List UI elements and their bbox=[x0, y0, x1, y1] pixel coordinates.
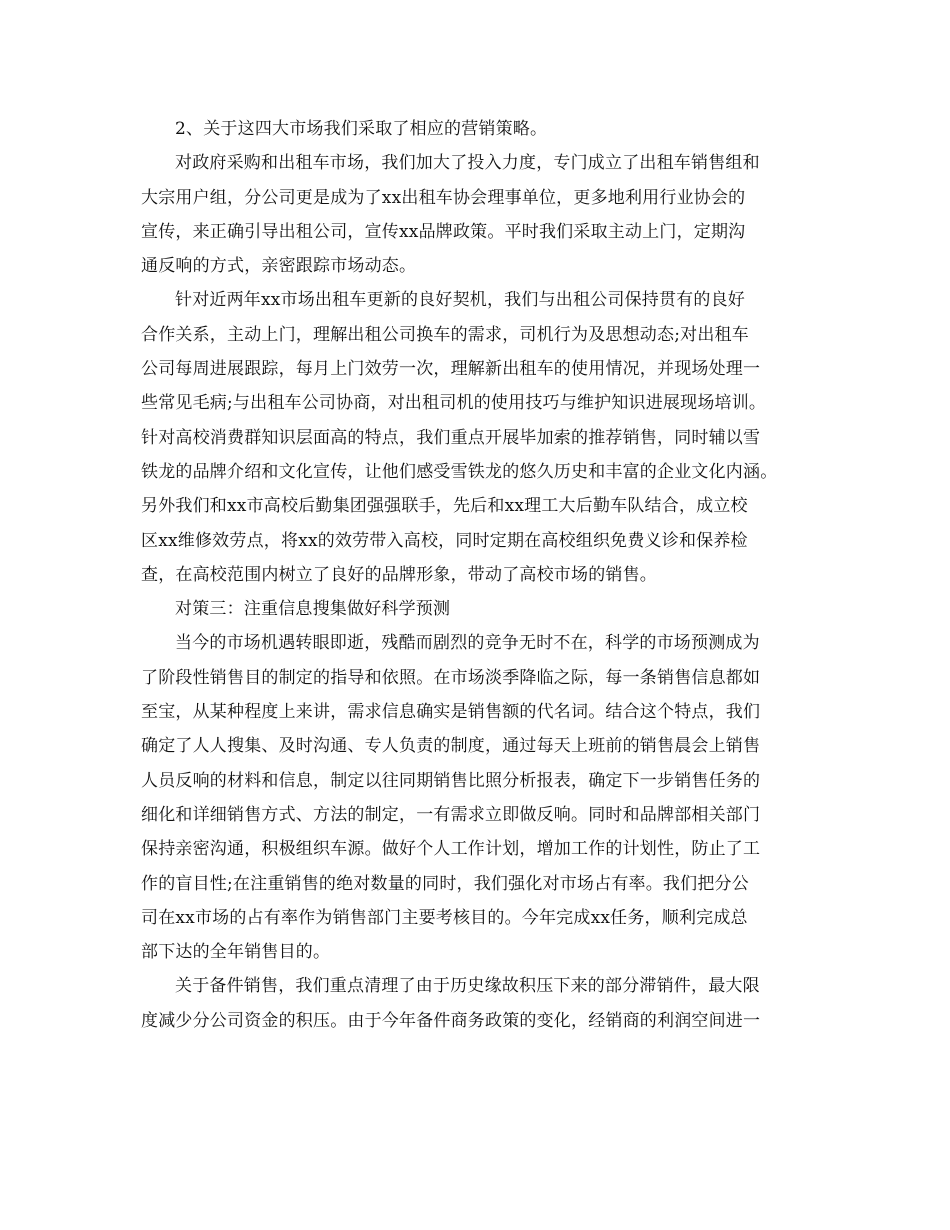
text-line: 对政府采购和出租车市场，我们加大了投入力度，专门成立了出租车销售组和 bbox=[175, 153, 760, 174]
text-line: 当今的市场机遇转眼即逝，残酷而剧烈的竞争无时不在，科学的市场预测成为 bbox=[175, 633, 760, 654]
text-line: 另外我们和xx市高校后勤集团强强联手，先后和xx理工大后勤车队结合，成立校 bbox=[141, 496, 748, 517]
text-line: 公司每周进展跟踪，每月上门效劳一次，理解新出租车的使用情况，并现场处理一 bbox=[141, 359, 761, 380]
text-line: 宣传，来正确引导出租公司，宣传xx品牌政策。平时我们采取主动上门，定期沟 bbox=[141, 221, 746, 242]
text-line: 保持亲密沟通，积极组织车源。做好个人工作计划，增加工作的计划性，防止了工 bbox=[141, 839, 761, 860]
text-line: 司在xx市场的占有率作为销售部门主要考核目的。今年完成xx任务，顺利完成总 bbox=[141, 907, 748, 928]
text-line: 铁龙的品牌介绍和文化宣传，让他们感受雪铁龙的悠久历史和丰富的企业文化内涵。 bbox=[141, 461, 778, 482]
text-line: 关于备件销售，我们重点清理了由于历史缘故积压下来的部分滞销件，最大限 bbox=[175, 976, 760, 997]
text-line: 区xx维修效劳点，将xx的效劳带入高校，同时定期在高校组织免费义诊和保养检 bbox=[141, 530, 748, 551]
text-line: 合作关系，主动上门，理解出租公司换车的需求，司机行为及思想动态;对出租车 bbox=[141, 324, 749, 345]
text-line: 作的盲目性;在注重销售的绝对数量的同时，我们强化对市场占有率。我们把分公 bbox=[141, 873, 749, 894]
text-line: 细化和详细销售方式、方法的制定，一有需求立即做反响。同时和品牌部相关部门 bbox=[141, 804, 761, 825]
text-line: 大宗用户组，分公司更是成为了xx出租车协会理事单位，更多地利用行业协会的 bbox=[141, 187, 746, 208]
text-line: 了阶段性销售目的制定的指导和依照。在市场淡季降临之际，每一条销售信息都如 bbox=[141, 667, 761, 688]
document-body bbox=[141, 112, 831, 1038]
text-line: 针对近两年xx市场出租车更新的良好契机，我们与出租公司保持贯有的良好 bbox=[175, 290, 745, 311]
text-line: 度减少分公司资金的积压。由于今年备件商务政策的变化，经销商的利润空间进一 bbox=[141, 1010, 761, 1031]
text-line: 些常见毛病;与出租车公司协商，对出租司机的使用技巧与维护知识进展现场培训。 bbox=[141, 393, 767, 414]
text-line: 部下达的全年销售目的。 bbox=[141, 942, 331, 963]
text-line: 对策三：注重信息搜集做好科学预测 bbox=[175, 599, 451, 620]
text-line: 确定了人人搜集、及时沟通、专人负责的制度，通过每天上班前的销售晨会上销售 bbox=[141, 736, 761, 757]
text-line: 针对高校消费群知识层面高的特点，我们重点开展毕加索的推荐销售，同时辅以雪 bbox=[141, 427, 761, 448]
text-line: 2、关于这四大市场我们采取了相应的营销策略。 bbox=[175, 119, 548, 139]
text-line: 查，在高校范围内树立了良好的品牌形象，带动了高校市场的销售。 bbox=[141, 564, 657, 585]
text-line: 人员反响的材料和信息，制定以往同期销售比照分析报表，确定下一步销售任务的 bbox=[141, 770, 761, 791]
text-line: 通反响的方式，亲密跟踪市场动态。 bbox=[141, 256, 417, 277]
text-line: 至宝，从某种程度上来讲，需求信息确实是销售额的代名词。结合这个特点，我们 bbox=[141, 702, 761, 723]
